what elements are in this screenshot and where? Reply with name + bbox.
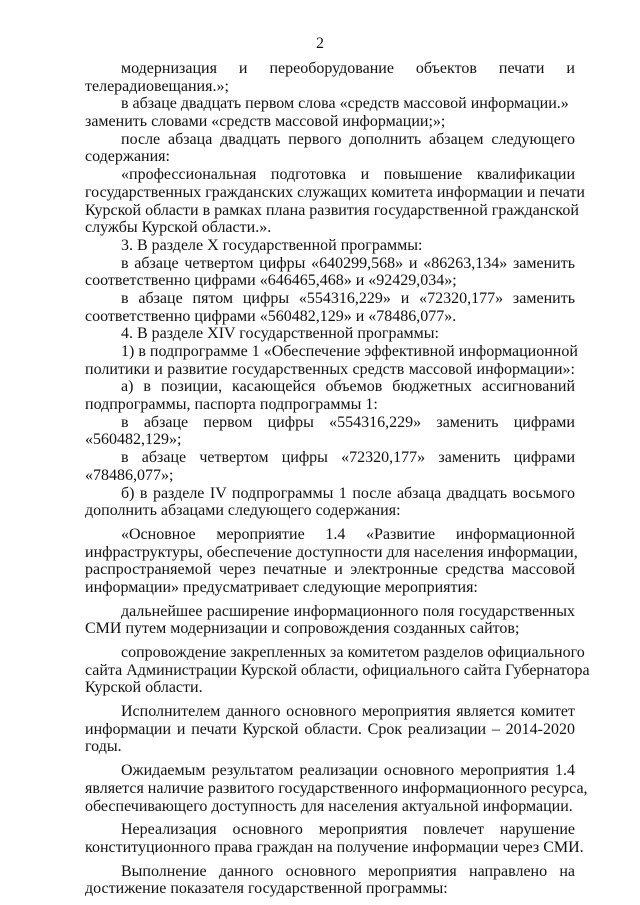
text-line: после абзаца двадцать первого дополнить абзацем следующего	[121, 130, 575, 148]
text-line: конституционного права граждан на получение информации через СМИ.	[85, 838, 584, 856]
text-line: государственных гражданских служащих комитета информации и печати	[85, 183, 585, 201]
text-line: дополнить абзацами следующего содержания:	[85, 502, 401, 520]
text-line: сопровождение закрепленных за комитетом разделов официального	[121, 644, 585, 661]
text-line: политики и развитие государственных средств массовой информации»:	[85, 360, 575, 378]
text-line: соответственно цифрами «646465,468» и «92429,034»;	[85, 272, 457, 290]
text-line: Выполнение данного основного мероприятия направлено на	[121, 862, 575, 880]
page-number: 2	[316, 35, 324, 52]
document-body	[85, 60, 590, 898]
text-line: инфраструктуры, обеспечение доступности для населения информации,	[85, 543, 578, 561]
text-line: в абзаце четвертом цифры «640299,568» и «86263,134» заменить	[121, 254, 575, 272]
text-line: в абзаце четвертом цифры «72320,177» заменить цифрами	[121, 449, 575, 467]
text-line: Ожидаемым результатом реализации основного мероприятия 1.4	[121, 762, 575, 780]
text-line: годы.	[85, 738, 122, 756]
text-line: Исполнителем данного основного мероприятия является комитет	[121, 703, 575, 721]
text-line: сайта Администрации Курской области, официального сайта Губернатора	[85, 661, 590, 679]
text-line: Нереализация основного мероприятия повлечет нарушение	[121, 821, 575, 839]
text-line: Курской области в рамках плана развития государственной гражданской	[85, 201, 579, 219]
text-line: «Основное мероприятие 1.4 «Развитие информационной	[121, 525, 575, 543]
text-line: достижение показателя государственной программы:	[85, 880, 448, 898]
text-line: 1) в подпрограмме 1 «Обеспечение эффективной информационной	[121, 343, 578, 360]
text-line: СМИ путем модернизации и сопровождения созданных сайтов;	[85, 620, 520, 638]
text-line: соответственно цифрами «560482,129» и «78486,077».	[85, 307, 457, 325]
text-line: «560482,129»;	[85, 431, 182, 449]
text-line: дальнейшее расширение информационного поля государственных	[121, 602, 575, 620]
text-line: обеспечивающего доступность для населения актуальной информации.	[85, 797, 573, 815]
text-line: в абзаце двадцать первом слова «средств массовой информации.»	[121, 95, 569, 113]
text-line: Курской области.	[85, 679, 203, 697]
text-line: «профессиональная подготовка и повышение квалификации	[121, 166, 575, 184]
text-line: телерадиовещания.»;	[85, 77, 229, 95]
text-line: 4. В разделе XIV государственной программы:	[121, 325, 439, 343]
text-line: а) в позиции, касающейся объемов бюджетных ассигнований	[121, 378, 575, 396]
text-line: модернизация и переоборудование объектов печати и	[121, 60, 575, 77]
text-line: в абзаце пятом цифры «554316,229» и «72320,177» заменить	[121, 289, 575, 307]
text-line: «78486,077»;	[85, 466, 174, 484]
text-line: распространяемой через печатные и электронные средства массовой	[85, 561, 575, 579]
text-line: в абзаце первом цифры «554316,229» заменить цифрами	[121, 413, 575, 431]
text-line: 3. В разделе X государственной программы:	[121, 236, 423, 254]
text-line: подпрограммы, паспорта подпрограммы 1:	[85, 396, 378, 414]
text-line: содержания:	[85, 148, 170, 166]
text-line: является наличие развитого государственного информационного ресурса,	[85, 779, 588, 797]
text-line: б) в разделе IV подпрограммы 1 после абзаца двадцать восьмого	[121, 484, 575, 502]
text-line: информации» предусматривает следующие мероприятия:	[85, 578, 478, 596]
text-line: службы Курской области.».	[85, 219, 272, 237]
text-line: заменить словами «средств массовой информации;»;	[85, 113, 446, 131]
text-line: информации и печати Курской области. Срок реализации – 2014-2020	[85, 720, 575, 738]
